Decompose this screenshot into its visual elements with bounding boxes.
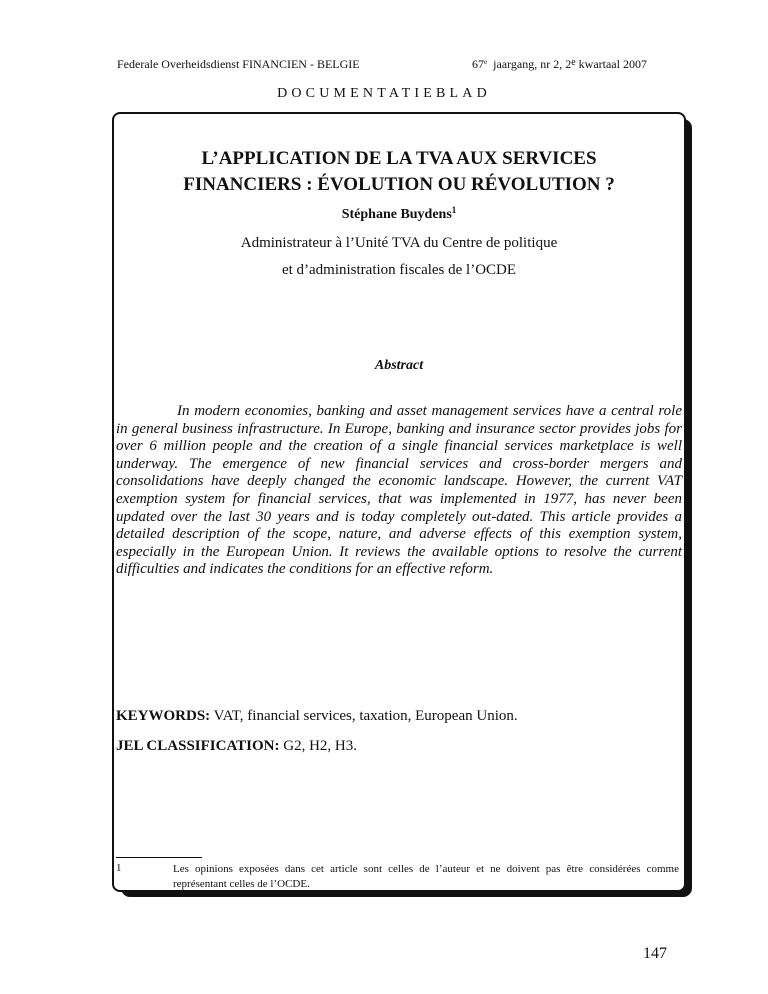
volume-number: 67 xyxy=(472,57,484,71)
affiliation-line-1: Administrateur à l’Unité TVA du Centre de politique xyxy=(240,235,558,251)
abstract-heading: Abstract xyxy=(374,358,424,373)
keywords-value: VAT, financial services, taxation, European Union. xyxy=(213,708,518,724)
footnote-text: Les opinions exposées dans cet article sont celles de l’auteur et ne doivent pas être considérées comme représentant celles de l’OCDE. xyxy=(173,863,679,890)
author-footnote-mark: 1 xyxy=(451,205,457,215)
footnote-separator xyxy=(116,857,202,858)
keywords-label: KEYWORDS: xyxy=(116,708,211,724)
article-title xyxy=(112,146,686,198)
quarter-superscript: e xyxy=(571,57,576,68)
jel-label: JEL CLASSIFICATION: xyxy=(116,738,280,754)
quarter-text: kwartaal 2007 xyxy=(578,57,647,71)
volume-superscript: e xyxy=(484,58,488,66)
footnote-number: 1 xyxy=(116,862,122,874)
issue-text: jaargang, nr 2, 2 xyxy=(493,57,572,71)
header-institution: Federale Overheidsdienst FINANCIEN - BELGIE xyxy=(117,57,360,71)
page-number: 147 xyxy=(643,945,667,962)
author-text: Stéphane Buydens xyxy=(341,207,452,222)
jel-value: G2, H2, H3. xyxy=(283,738,358,754)
keywords xyxy=(116,708,518,725)
author-affiliation xyxy=(112,230,686,284)
author-name xyxy=(112,205,686,223)
affiliation-line-2: et d’administration fiscales de l’OCDE xyxy=(281,262,517,278)
title-line-2: FINANCIERS : ÉVOLUTION OU RÉVOLUTION ? xyxy=(183,174,615,195)
publication-name: DOCUMENTATIEBLAD xyxy=(277,86,491,101)
title-line-1: L’APPLICATION DE LA TVA AUX SERVICES xyxy=(201,148,597,169)
jel-classification xyxy=(116,738,357,755)
header-issue-info xyxy=(472,57,647,72)
abstract-text: In modern economies, banking and asset management services have a central role in general business infrastructure. In Europe, banking and insurance sector provides jobs for over 6 million people and the creation of a single financial services marketplace is well underway. The emergence of new financial services and cross-border mergers and consolidations have deeply changed the economic landscape. However, the current VAT exemption system for financial services, that was implemented in 1977, has never been updated over the last 30 years and is today completely out-dated. This article provides a detailed description of the scope, nature, and adverse effects of this exemption system, especially in the European Union. It reviews the available options to resolve the current difficulties and indicates the conditions for an effective reform. xyxy=(116,403,682,578)
